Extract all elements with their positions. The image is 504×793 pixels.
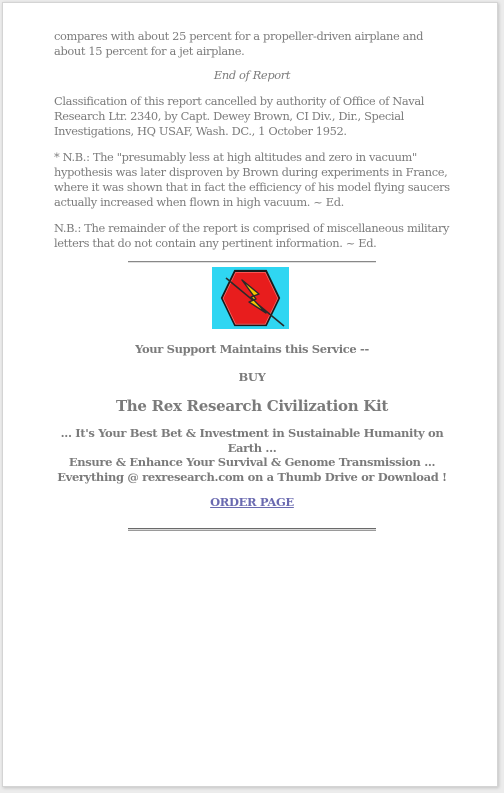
kit-tagline: [54, 426, 450, 484]
editor-note-vacuum: * N.B.: The "presumably less at high altitudes and zero in vacuum" hypothesis was later disproven by Brown during experiments in France, where it was shown that in fact the efficiency of his model flying saucers actually increased when flown in high vacuum. ~ Ed.: [54, 150, 450, 209]
divider-top: [128, 261, 376, 263]
rex-research-logo[interactable]: [212, 267, 289, 329]
divider-bottom: [128, 528, 376, 531]
order-link-wrap: [54, 495, 450, 510]
order-page-link[interactable]: ORDER PAGE: [210, 495, 294, 509]
tagline-line-1: ... It's Your Best Bet & Investment in Sustainable Humanity on Earth ...: [60, 426, 444, 455]
editor-note-remainder: N.B.: The remainder of the report is comprised of miscellaneous military letters that do not contain any pertinent information. ~ Ed.: [54, 221, 450, 250]
end-of-report-label: End of Report: [213, 68, 291, 82]
tagline-line-2: Ensure & Enhance Your Survival & Genome Transmission ...: [68, 455, 436, 469]
document-page: [2, 2, 498, 787]
hexagon-bolt-icon: [212, 267, 289, 329]
document-content: [54, 29, 450, 531]
report-paragraph-efficiency: compares with about 25 percent for a propeller-driven airplane and about 15 percent for a jet airplane.: [54, 29, 424, 58]
report-paragraph-classification: Classification of this report cancelled by authority of Office of Naval Research Ltr. 2340, by Capt. Dewey Brown, CI Div., Dir., Special Investigations, HQ USAF, Wash. DC., 1 October 1952.: [54, 94, 425, 138]
tagline-line-3: Everything @ rexresearch.com on a Thumb Drive or Download !: [57, 469, 447, 484]
support-text: Your Support Maintains this Service --: [135, 342, 369, 356]
buy-label: BUY: [238, 370, 266, 384]
kit-title: The Rex Research Civilization Kit: [115, 397, 389, 415]
